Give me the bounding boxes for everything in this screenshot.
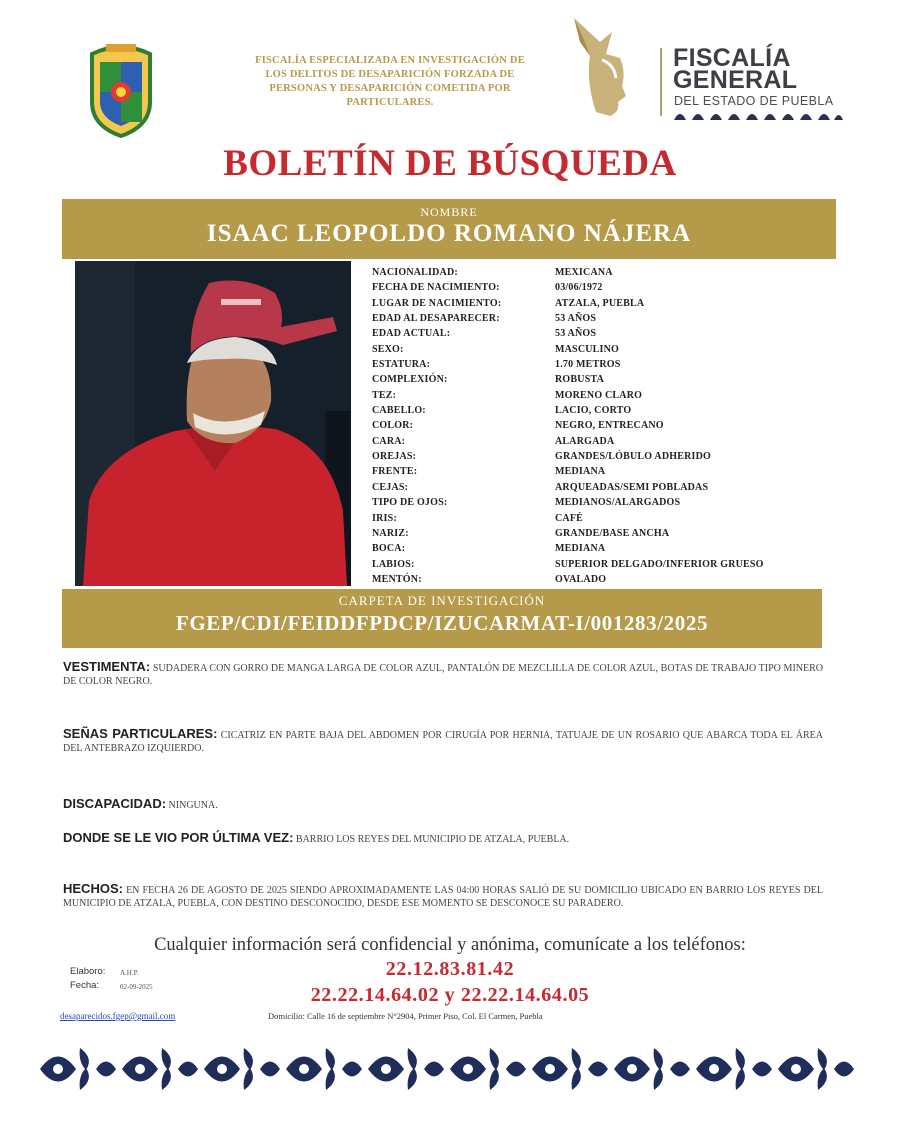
detail-label: FECHA DE NACIMIENTO: (372, 282, 500, 294)
agency-line: FISCALÍA ESPECIALIZADA EN INVESTIGACIÓN DE (255, 55, 525, 66)
detail-row (372, 326, 842, 341)
detail-row (372, 449, 842, 464)
detail-value: LACIO, CORTO (555, 405, 632, 417)
clothing-text: SUDADERA CON GORRO DE MANGA LARGA DE COLOR AZUL, PANTALÓN DE MEZCLILLA DE COLOR AZUL, BOTAS DE TRABAJO TIPO MINERO DE COLOR NEGRO. (63, 663, 823, 687)
logo-title-fiscalia: FISCALÍA (673, 44, 791, 72)
logo-subtitle: DEL ESTADO DE PUEBLA (674, 94, 834, 108)
detail-row (372, 511, 842, 526)
logo-pattern (672, 108, 844, 122)
detail-value: CAFÉ (555, 512, 584, 524)
detail-row (372, 557, 842, 572)
agency-line: PERSONAS Y DESAPARICIÓN COMETIDA POR (269, 83, 511, 94)
person-photo (75, 261, 351, 586)
detail-row (372, 434, 842, 449)
clothing-section (63, 660, 823, 688)
detail-label: MENTÓN: (372, 573, 422, 585)
last-seen-label: DONDE SE LE VIO POR ÚLTIMA VEZ: (63, 830, 294, 845)
detail-row (372, 480, 842, 495)
detail-value: 53 AÑOS (555, 313, 597, 325)
disability-section (63, 797, 823, 812)
name-label: NOMBRE (420, 205, 478, 219)
last-seen-section (63, 831, 823, 846)
office-address: Domicilio: Calle 16 de septiembre N°2904, Primer Piso, Col. El Carmen, Puebla (268, 1011, 543, 1021)
person-name: ISAAC LEOPOLDO ROMANO NÁJERA (206, 220, 692, 247)
agency-line: PARTICULARES. (346, 97, 434, 108)
state-coat-of-arms (86, 40, 156, 138)
detail-value: NEGRO, ENTRECANO (555, 420, 664, 432)
phone-primary: 22.12.83.81.42 (385, 958, 515, 980)
detail-value: 03/06/1972 (555, 282, 603, 294)
detail-value: MEDIANA (555, 543, 606, 555)
contact-email-link[interactable]: desaparecidos.fgep@gmail.com (60, 1011, 176, 1021)
detail-label: EDAD AL DESAPARECER: (372, 313, 500, 325)
detail-value: 53 AÑOS (555, 328, 597, 340)
detail-row (372, 541, 842, 556)
detail-label: OREJAS: (372, 451, 417, 463)
disability-label: DISCAPACIDAD: (63, 796, 167, 811)
detail-label: FRENTE: (372, 466, 418, 478)
detail-row (372, 388, 842, 403)
decorative-talavera-pattern (40, 1040, 860, 1098)
date-value: 02-09-2025 (120, 983, 153, 991)
detail-value: MEDIANA (555, 466, 606, 478)
detail-label: TEZ: (372, 389, 397, 401)
detail-value: SUPERIOR DELGADO/INFERIOR GRUESO (555, 558, 764, 570)
distinguishing-marks-section (63, 727, 823, 755)
detail-label: EDAD ACTUAL: (372, 328, 451, 340)
prepared-by-label: Elaboro: (70, 966, 106, 977)
agency-line: LOS DELITOS DE DESAPARICIÓN FORZADA DE (265, 69, 515, 80)
detail-value: ATZALA, PUEBLA (555, 297, 645, 309)
detail-row (372, 265, 842, 280)
agency-name (235, 54, 545, 110)
phone-secondary: 22.22.14.64.02 y 22.22.14.64.05 (310, 984, 590, 1006)
detail-row (372, 280, 842, 295)
detail-row (372, 464, 842, 479)
fiscalia-profile-logo (566, 12, 656, 120)
date-label: Fecha: (70, 980, 100, 991)
facts-label: HECHOS: (63, 881, 123, 896)
detail-label: IRIS: (372, 512, 397, 524)
detail-label: LABIOS: (372, 558, 415, 570)
detail-value: MEDIANOS/ALARGADOS (555, 497, 681, 509)
detail-value: 1.70 METROS (555, 359, 621, 371)
detail-value: MEXICANA (555, 267, 613, 278)
bulletin-title: BOLETÍN DE BÚSQUEDA (223, 143, 677, 184)
facts-text: EN FECHA 26 DE AGOSTO DE 2025 SIENDO APROXIMADAMENTE LAS 04:00 HORAS SALIÓ DE SU DOMICILIO UBICADO EN BARRIO LOS REYES DEL MUNICIPIO DE ATZALA, PUEBLA, CON DESTINO DESCONOCIDO, DESDE ESE MOMENTO SE DESCONOCE SU PARADERO. (63, 885, 824, 909)
detail-label: NACIONALIDAD: (372, 267, 458, 278)
detail-row (372, 403, 842, 418)
detail-label: COLOR: (372, 420, 414, 432)
marks-text: CICATRIZ EN PARTE BAJA DEL ABDOMEN POR CIRUGÍA POR HERNIA, TATUAJE DE UN ROSARIO QUE ABARCA TODA EL ÁREA DEL ANTEBRAZO IZQUIERDO. (63, 730, 824, 754)
detail-value: ROBUSTA (555, 374, 605, 386)
detail-label: LUGAR DE NACIMIENTO: (372, 297, 502, 309)
detail-value: MORENO CLARO (555, 389, 643, 401)
detail-row (372, 526, 842, 541)
logo-title-general: GENERAL (673, 66, 798, 94)
marks-label: SEÑAS PARTICULARES: (63, 726, 218, 741)
detail-row (372, 495, 842, 510)
detail-label: COMPLEXIÓN: (372, 374, 448, 386)
disability-text: NINGUNA. (168, 800, 218, 811)
detail-row (372, 311, 842, 326)
detail-value: GRANDE/BASE ANCHA (555, 527, 670, 539)
detail-row (372, 357, 842, 372)
detail-label: CABELLO: (372, 405, 426, 417)
person-details (372, 265, 842, 587)
prepared-by-value: A.H.P. (120, 969, 139, 977)
detail-value: GRANDES/LÓBULO ADHERIDO (555, 451, 712, 463)
detail-label: ESTATURA: (372, 359, 431, 371)
case-file-number: FGEP/CDI/FEIDDFPDCP/IZUCARMAT-I/001283/2025 (175, 611, 709, 635)
clothing-label: VESTIMENTA: (63, 659, 151, 674)
detail-row (372, 418, 842, 433)
last-seen-text: BARRIO LOS REYES DEL MUNICIPIO DE ATZALA, PUEBLA. (295, 834, 570, 845)
case-file-label: CARPETA DE INVESTIGACIÓN (338, 593, 546, 608)
detail-value: OVALADO (555, 573, 607, 585)
detail-row (372, 342, 842, 357)
name-bar (62, 199, 836, 259)
detail-value: ARQUEADAS/SEMI POBLADAS (555, 481, 709, 493)
detail-row (372, 372, 842, 387)
detail-label: SEXO: (372, 343, 404, 355)
logo-divider (660, 48, 662, 116)
detail-label: BOCA: (372, 543, 406, 555)
detail-value: MASCULINO (555, 343, 620, 355)
confidential-message: Cualquier información será confidencial y anónima, comunícate a los teléfonos: (154, 935, 746, 955)
detail-row (372, 296, 842, 311)
detail-label: NARIZ: (372, 527, 409, 539)
detail-label: CEJAS: (372, 481, 409, 493)
detail-value: ALARGADA (555, 435, 615, 447)
case-file-bar (62, 589, 822, 648)
facts-section (63, 882, 823, 910)
detail-row (372, 572, 842, 587)
detail-label: TIPO DE OJOS: (372, 497, 448, 509)
detail-label: CARA: (372, 435, 406, 447)
